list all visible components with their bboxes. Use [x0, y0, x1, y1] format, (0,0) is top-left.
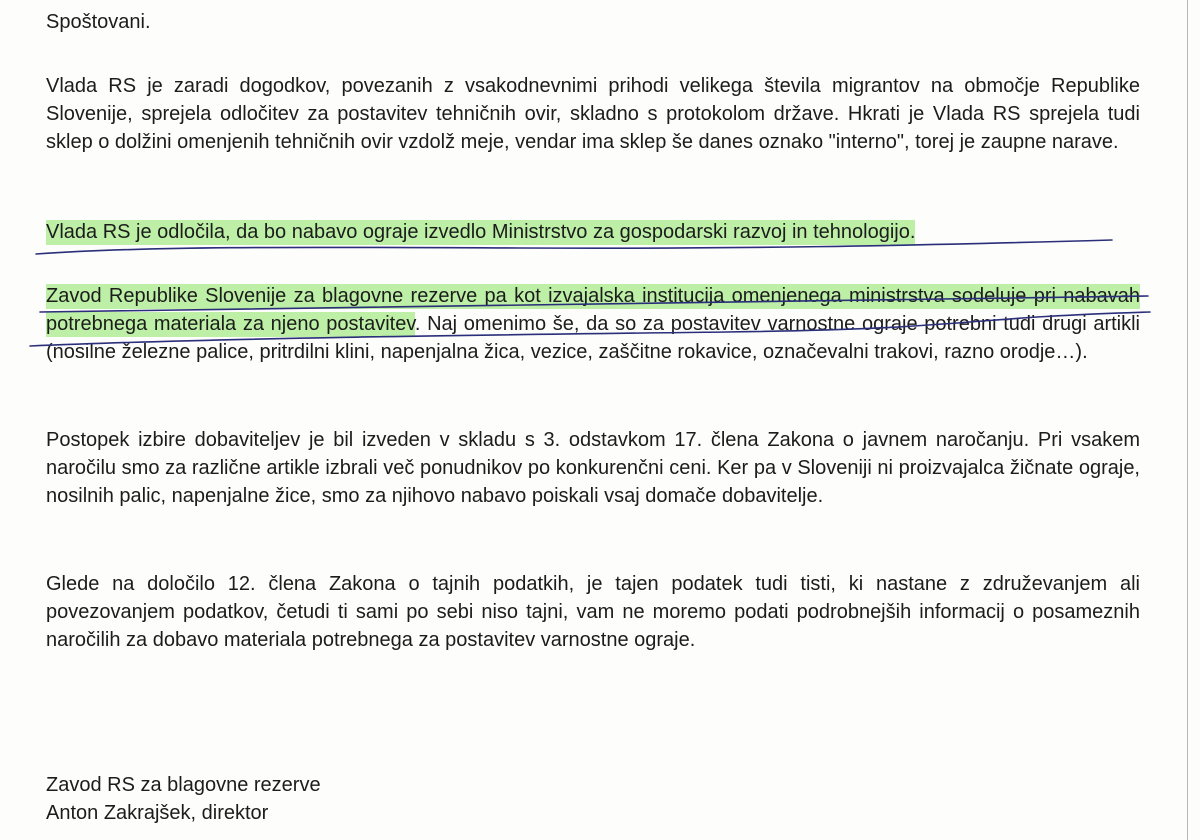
- paragraph-classified-data: Glede na določilo 12. člena Zakona o tajnih podatkih, je tajen podatek tudi tisti, ki nastane z združevanjem ali povezovanjem podatkov, četudi ti sami po sebi niso tajni, vam ne moremo podati podrobnejših informacij o posameznih naročilih za dobavo materiala potrebnega za postavitev varnostne ograje.: [46, 573, 1140, 651]
- paragraph-reserves-role: [46, 282, 1140, 366]
- paragraph-ministry-procurement: [46, 218, 915, 246]
- highlighted-ministry-sentence: Vlada RS je odločila, da bo nabavo ograje izvedlo Ministrstvo za gospodarski razvoj in tehnologijo.: [46, 221, 916, 243]
- paragraph-government-decision: Vlada RS je zaradi dogodkov, povezanih z vsakodnevnimi prihodi velikega števila migrantov na območje Republike Slovenije, sprejela odločitev za postavitev tehničnih ovir, skladno s protokolom države. Hkrati je Vlada RS sprejela tudi sklep o dolžini omenjenih tehničnih ovir vzdolž meje, vendar ima sklep še danes oznako "interno", torej je zaupne narave.: [46, 75, 1140, 153]
- signature-block: [46, 771, 321, 827]
- paragraph-supplier-selection: Postopek izbire dobaviteljev je bil izveden v skladu s 3. odstavkom 17. člena Zakona o javnem naročanju. Pri vsakem naročilu smo za različne artikle izbrali več ponudnikov po konkurenčni ceni. Ker pa v Sloveniji ni proizvajalca žičnate ograje, nosilnih palic, napenjalne žice, smo za njihovo nabavo poiskali vsaj domače dobavitelje.: [46, 429, 1140, 507]
- signature-name: Anton Zakrajšek, direktor: [46, 802, 269, 824]
- highlighted-reserves-sentence: Zavod Republike Slovenije za blagovne rezerve pa kot izvajalska institucija omenjenega ministrstva sodeluje pri nabavah potrebnega materiala za njeno postavitev: [46, 285, 1140, 335]
- signature-organization: Zavod RS za blagovne rezerve: [46, 774, 321, 796]
- page-edge-line: [1187, 0, 1188, 840]
- reserves-paragraph-rest: . Naj omenimo še, da so za postavitev varnostne ograje potrebni tudi drugi artikli (nosilne železne palice, pritrdilni klini, napenjalna žica, vezice, zaščitne rokavice, označevalni trakovi, razno orodje…).: [46, 313, 1140, 363]
- salutation: Spoštovani.: [46, 11, 151, 33]
